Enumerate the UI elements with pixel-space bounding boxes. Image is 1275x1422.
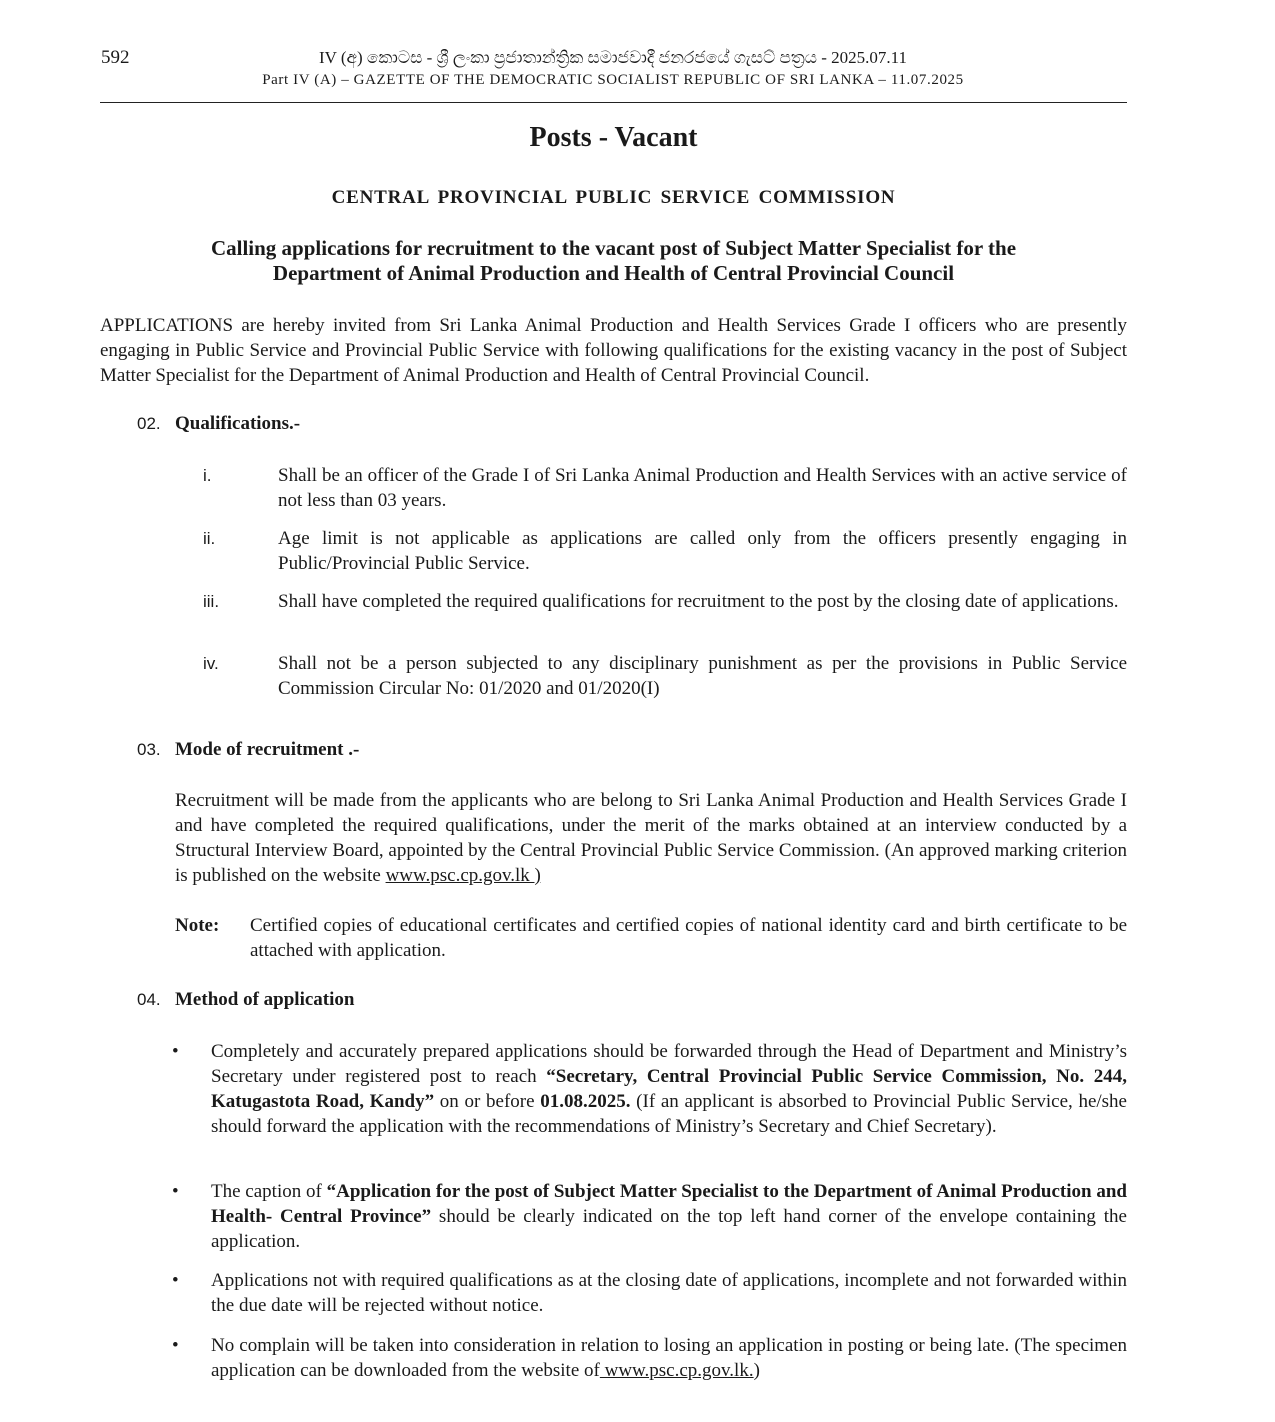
qualification-item (203, 526, 1127, 576)
section-label: Qualifications.- (175, 413, 301, 434)
bullet-text-part: The caption of (211, 1181, 327, 1202)
section-number: 04. (137, 990, 161, 1009)
gazette-header-sinhala: IV (අ) කොටස - ශ්‍රී ලංකා ප්‍රජාතාන්ත්‍රික සමාජවාදී ජනරජයේ ගැසට් පත්‍රය - 2025.07.11 (319, 48, 907, 67)
bullet-text-part: on or before (434, 1091, 541, 1112)
item-number: iv. (203, 654, 219, 673)
recruitment-paragraph (175, 788, 1127, 888)
subtitle-line-2: Department of Animal Production and Health of Central Provincial Council (272, 261, 955, 285)
item-text: Shall have completed the required qualifications for recruitment to the post by the closing date of applications. (278, 591, 1119, 612)
note-label: Note: (175, 915, 220, 936)
qualifications-heading (137, 413, 300, 435)
bullet-marker: • (172, 1181, 179, 1202)
bullet-text (211, 1333, 1127, 1383)
item-text: Shall not be a person subjected to any disciplinary punishment as per the provisions in Public Service Commission Circular No: 01/2020 and 01/2020(I) (278, 653, 1127, 699)
qualification-item (203, 651, 1127, 701)
bullet-text (211, 1039, 1127, 1139)
header-divider (100, 102, 1127, 103)
bullet-text-part: should be clearly indicated on the top left hand corner of the envelope containing the application. (211, 1206, 1127, 1252)
section-number: 03. (137, 740, 161, 759)
notice-subtitle (100, 236, 1127, 286)
qualification-item (203, 589, 1127, 614)
caption-bold: “Application for the post of Subject Matter Specialist to the Department of Animal Production and Health- Central Province” (211, 1181, 1127, 1227)
application-bullet (172, 1039, 1127, 1139)
bullet-marker: • (172, 1335, 179, 1356)
qualification-item (203, 463, 1127, 513)
closing-date: 01.08.2025. (540, 1091, 631, 1112)
item-number: iii. (203, 592, 220, 611)
item-number: i. (203, 466, 212, 485)
application-bullet (172, 1179, 1127, 1254)
note-block (175, 913, 1127, 963)
note-text: Certified copies of educational certificates and certified copies of national identity card and birth certificate to be attached with application. (250, 915, 1127, 961)
section-label: Method of application (175, 989, 355, 1010)
bullet-marker: • (172, 1041, 179, 1062)
website-link[interactable]: www.psc.cp.gov.lk ) (385, 865, 541, 886)
website-link[interactable]: www.psc.cp.gov.lk. (599, 1360, 754, 1381)
bullet-text-part: Completely and accurately prepared applications should be forwarded through the Head of Department and Ministry’s Secretary under registered post to reach (211, 1041, 1127, 1087)
intro-paragraph: APPLICATIONS are hereby invited from Sri Lanka Animal Production and Health Services Grade I officers who are presently engaging in Public Service and Provincial Public Service with following qualifications for the existing vacancy in the post of Subject Matter Specialist for the Department of Animal Production and Health of Central Provincial Council. (100, 315, 1127, 386)
bullet-text-part: No complain will be taken into consideration in relation to losing an application in posting or being late. (The specimen application can be downloaded from the website of (211, 1335, 1127, 1381)
application-bullet (172, 1333, 1127, 1383)
bullet-text (211, 1179, 1127, 1254)
subtitle-line-1: Calling applications for recruitment to the vacant post of Subject Matter Specialist for the (210, 236, 1017, 260)
page-number: 592 (101, 47, 130, 68)
application-bullet (172, 1268, 1127, 1318)
item-text: Age limit is not applicable as applications are called only from the officers presently engaging in Public/Provincial Public Service. (278, 528, 1127, 574)
application-heading (137, 989, 354, 1011)
commission-heading: CENTRAL PROVINCIAL PUBLIC SERVICE COMMISSION (331, 187, 896, 208)
address-bold: “Secretary, Central Provincial Public Service Commission, No. 244, Katugastota Road, Kandy” (211, 1066, 1127, 1112)
bullet-marker: • (172, 1270, 179, 1291)
bullet-text-part: (If an applicant is absorbed to Provincial Public Service, he/she should forward the application with the recommendations of Ministry’s Secretary and Chief Secretary). (211, 1091, 1127, 1137)
bullet-text: Applications not with required qualifications as at the closing date of applications, incomplete and not forwarded within the due date will be rejected without notice. (211, 1270, 1127, 1316)
item-text: Shall be an officer of the Grade I of Sri Lanka Animal Production and Health Services with an active service of not less than 03 years. (278, 465, 1127, 511)
recruitment-heading (137, 739, 359, 761)
bullet-text-part: ) (753, 1360, 760, 1381)
recruitment-text: Recruitment will be made from the applicants who are belong to Sri Lanka Animal Production and Health Services Grade I and have completed the required qualifications, under the merit of the marks obtained at an interview conducted by a Structural Interview Board, appointed by the Central Provincial Public Service Commission. (An approved marking criterion is published on the website (175, 790, 1127, 886)
section-label: Mode of recruitment .- (175, 739, 360, 760)
section-number: 02. (137, 414, 161, 433)
item-number: ii. (203, 529, 216, 548)
gazette-header-english: Part IV (A) – GAZETTE OF THE DEMOCRATIC SOCIALIST REPUBLIC OF SRI LANKA – 11.07.2025 (262, 72, 964, 88)
section-title: Posts - Vacant (529, 122, 698, 153)
